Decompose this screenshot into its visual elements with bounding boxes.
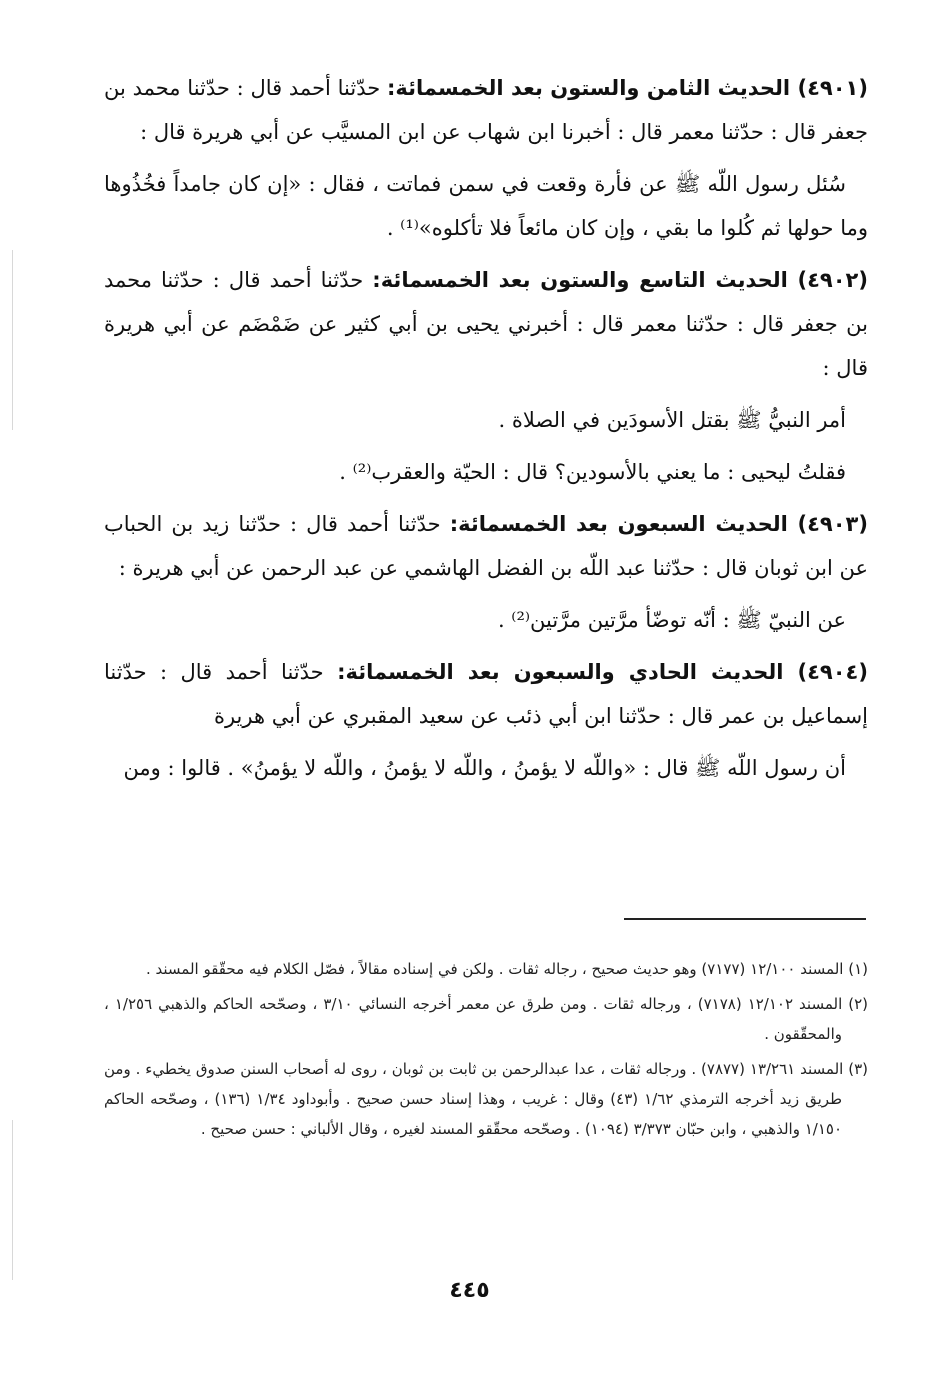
page-number: ٤٤٥ bbox=[449, 1278, 490, 1303]
hadith-4901-matn: سُئل رسول اللّه ﷺ عن فأرة وقعت في سمن فماتت ، فقال : «إن كان جامداً فخُذُوها وما حولها ثم كُلوا ما بقي ، وإن كان مائعاً فلا تأكلوه»⁽¹⁾ . bbox=[104, 172, 868, 240]
hadith-4904-matn: أن رسول اللّه ﷺ قال : «واللّه لا يؤمنُ ، واللّه لا يؤمنُ ، واللّه لا يؤمنُ» . قالوا : ومن bbox=[123, 756, 846, 780]
margin-shadow-top bbox=[12, 250, 13, 430]
hadith-4903-chain: حدّثنا أحمد قال : حدّثنا زيد بن الحباب عن ابن ثوبان قال : حدّثنا عبد اللّه بن الفضل الهاشمي عن عبد الرحمن عن أبي هريرة : bbox=[104, 512, 868, 580]
hadith-4903-heading: (٤٩٠٣) الحديث السبعون بعد الخمسمائة: bbox=[449, 512, 868, 536]
hadith-4902-chain: حدّثنا أحمد قال : حدّثنا محمد بن جعفر قال : حدّثنا معمر قال : أخبرني يحيى بن أبي كثير عن ضَمْضَم عن أبي هريرة قال : bbox=[104, 268, 868, 380]
hadith-4904-chain: حدّثنا أحمد قال : حدّثنا إسماعيل بن عمر قال : حدّثنا ابن أبي ذئب عن سعيد المقبري عن أبي هريرة bbox=[104, 660, 868, 728]
hadith-4902-matn: أمر النبيُّ ﷺ بقتل الأسودَين في الصلاة . bbox=[498, 408, 846, 432]
footnote-2: (٢) المسند ١٢/١٠٢ (٧١٧٨) ، ورجاله ثقات . ومن طرق عن معمر أخرجه النسائي ٣/١٠ ، وصحّحه الحاكم والذهبي ١/٢٥٦ ، والمحقّقون . bbox=[104, 995, 869, 1043]
hadith-4903-paragraph bbox=[104, 502, 868, 590]
footnote-3: (٣) المسند ١٣/٢٦١ (٧٨٧٧) . ورجاله ثقات ، عدا عبدالرحمن بن ثابت بن ثوبان ، روى له أصحاب السنن صدوق يخطيء . ومن طريق زيد أخرجه الترمذي ١/٦٢ (٤٣) وقال : غريب ، وهذا إسناد حسن صحيح . وأبوداود ١/٣٤ (١٣٦) ، وصحّحه الحاكم ١/١٥٠ والذهبي ، وابن حبّان ٣/٣٧٣ (١٠٩٤) . وصحّحه محقّقو المسند لغيره ، وقال الألباني : حسن صحيح . bbox=[104, 1060, 868, 1138]
main-text bbox=[104, 66, 868, 798]
hadith-4901-heading: (٤٩٠١) الحديث الثامن والستون بعد الخمسمائة: bbox=[386, 76, 868, 100]
footnote-separator bbox=[624, 918, 866, 920]
footnotes bbox=[104, 954, 868, 1149]
footnote-1: (١) المسند ١٢/١٠٠ (٧١٧٧) وهو حديث صحيح ، رجاله ثقات . ولكن في إسناده مقالاً ، فصّل الكلام فيه محقّقو المسند . bbox=[145, 960, 868, 978]
margin-shadow-bottom bbox=[12, 1120, 13, 1280]
hadith-4904-heading: (٤٩٠٤) الحديث الحادي والسبعون بعد الخمسمائة: bbox=[337, 660, 868, 684]
hadith-4904-paragraph bbox=[104, 650, 868, 738]
hadith-4901-chain: حدّثنا أحمد قال : حدّثنا محمد بن جعفر قال : حدّثنا معمر قال : أخبرنا ابن شهاب عن ابن المسيَّب عن أبي هريرة قال : bbox=[104, 76, 868, 144]
hadith-4902-question: فقلتُ ليحيى : ما يعني بالأسودين؟ قال : الحيّة والعقرب⁽²⁾ . bbox=[339, 460, 846, 484]
hadith-4902-heading: (٤٩٠٢) الحديث التاسع والستون بعد الخمسمائة: bbox=[372, 268, 868, 292]
hadith-4901-paragraph bbox=[104, 66, 868, 154]
hadith-4902-paragraph bbox=[104, 258, 868, 390]
hadith-4903-matn: عن النبيّ ﷺ : أنّه توضّأ مرَّتين مرَّتين⁽²⁾ . bbox=[497, 608, 846, 632]
